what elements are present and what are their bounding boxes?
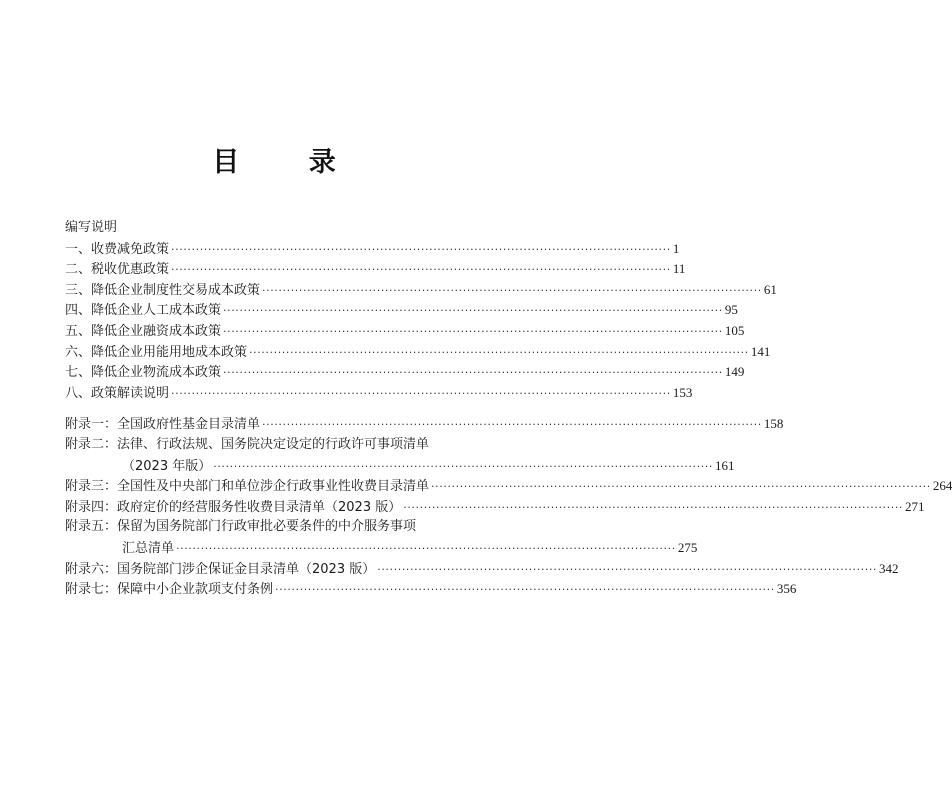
dot-leader: ·························································································································· (223, 366, 723, 380)
toc-appendix-label-cont: （2023 年版） (122, 458, 212, 474)
dot-leader: ·························································································································· (431, 480, 931, 494)
toc-page-number: 95 (724, 302, 738, 318)
toc-appendix-label: 保留为国务院部门行政审批必要条件的中介服务事项 (117, 519, 417, 535)
toc-chapter-label: 八、政策解读说明 (65, 385, 170, 401)
toc-chapter-label: 六、降低企业用能用地成本政策 (65, 344, 248, 360)
toc-chapter-label: 七、降低企业物流成本政策 (65, 365, 222, 381)
toc-appendix-prefix: 附录六： (65, 561, 118, 577)
toc-chapter[interactable] (65, 300, 738, 321)
toc-preface[interactable] (65, 218, 483, 239)
toc-page-number: 275 (677, 539, 698, 555)
toc-appendix-continuation[interactable] (65, 538, 698, 559)
toc-chapter[interactable] (65, 362, 745, 383)
dot-leader: ·························································································································· (275, 583, 775, 597)
toc-appendix[interactable] (65, 497, 925, 518)
toc-appendix-continuation[interactable] (65, 456, 735, 477)
toc-chapter[interactable] (65, 280, 777, 301)
toc-appendix-prefix: 附录一： (65, 417, 118, 433)
toc-chapter[interactable] (65, 383, 693, 404)
toc-appendix[interactable] (65, 579, 797, 600)
toc-appendix-prefix: 附录二： (65, 436, 118, 452)
dot-leader: ·························································································································· (171, 263, 671, 277)
toc-appendix-label-cont: 汇总清单 (122, 540, 175, 556)
toc-preface-label: 编写说明 (65, 220, 118, 235)
toc-appendix[interactable] (65, 517, 483, 538)
toc-appendix[interactable] (65, 435, 483, 456)
toc-page-number: 161 (715, 457, 735, 473)
toc-page-number: 158 (763, 416, 784, 432)
toc-appendix-prefix: 附录五： (65, 519, 118, 535)
dot-leader: ·························································································································· (176, 541, 676, 555)
toc-page-number: 141 (750, 343, 771, 359)
toc-chapter-label: 二、税收优惠政策 (65, 262, 170, 278)
toc-page-number: 11 (672, 261, 686, 277)
toc-page-number: 61 (763, 281, 777, 297)
toc-appendix-prefix: 附录四： (65, 499, 118, 515)
dot-leader: ·························································································································· (249, 345, 749, 359)
toc-appendix-prefix: 附录三： (65, 479, 118, 495)
toc-chapter[interactable] (65, 342, 771, 363)
page-title: 目 录 (212, 147, 366, 178)
dot-leader: ·························································································································· (223, 324, 723, 338)
toc-appendix[interactable] (65, 559, 899, 580)
toc-appendix-label: 国务院部门涉企保证金目录清单（2023 版） (117, 561, 376, 577)
toc-appendix-label: 法律、行政法规、国务院决定设定的行政许可事项清单 (117, 436, 430, 452)
dot-leader: ·························································································································· (223, 304, 723, 318)
toc-chapter[interactable] (65, 239, 680, 260)
table-of-contents (65, 218, 952, 600)
toc-appendix-prefix: 附录七： (65, 582, 118, 598)
toc-page-number: 153 (672, 384, 693, 400)
toc-page-number: 342 (879, 560, 899, 576)
section-gap (65, 403, 483, 414)
toc-appendix[interactable] (65, 476, 952, 497)
dot-leader: ·························································································································· (262, 418, 762, 432)
dot-leader: ·························································································································· (377, 562, 878, 576)
dot-leader: ·························································································································· (403, 500, 904, 514)
toc-chapter[interactable] (65, 321, 745, 342)
toc-chapter-label: 三、降低企业制度性交易成本政策 (65, 282, 261, 298)
dot-leader: ·························································································································· (171, 242, 671, 256)
toc-page-number: 264 (932, 478, 952, 494)
toc-page-number: 149 (724, 364, 745, 380)
toc-appendix[interactable] (65, 414, 784, 435)
toc-page-number: 105 (724, 322, 745, 338)
toc-appendix-label: 政府定价的经营服务性收费目录清单（2023 版） (117, 499, 402, 515)
toc-chapter-label: 四、降低企业人工成本政策 (65, 303, 222, 319)
toc-page-number: 356 (776, 581, 797, 597)
toc-chapter-label: 一、收费减免政策 (65, 241, 170, 257)
toc-appendix-label: 全国政府性基金目录清单 (117, 417, 261, 433)
dot-leader: ·························································································································· (213, 459, 714, 473)
toc-page-number: 1 (672, 240, 680, 256)
toc-appendix-label: 保障中小企业款项支付条例 (117, 582, 274, 598)
toc-chapter-label: 五、降低企业融资成本政策 (65, 323, 222, 339)
toc-chapter[interactable] (65, 259, 686, 280)
toc-page-number: 271 (905, 498, 925, 514)
dot-leader: ·························································································································· (171, 386, 671, 400)
toc-appendix-label: 全国性及中央部门和单位涉企行政事业性收费目录清单 (117, 479, 430, 495)
dot-leader: ·························································································································· (262, 283, 762, 297)
